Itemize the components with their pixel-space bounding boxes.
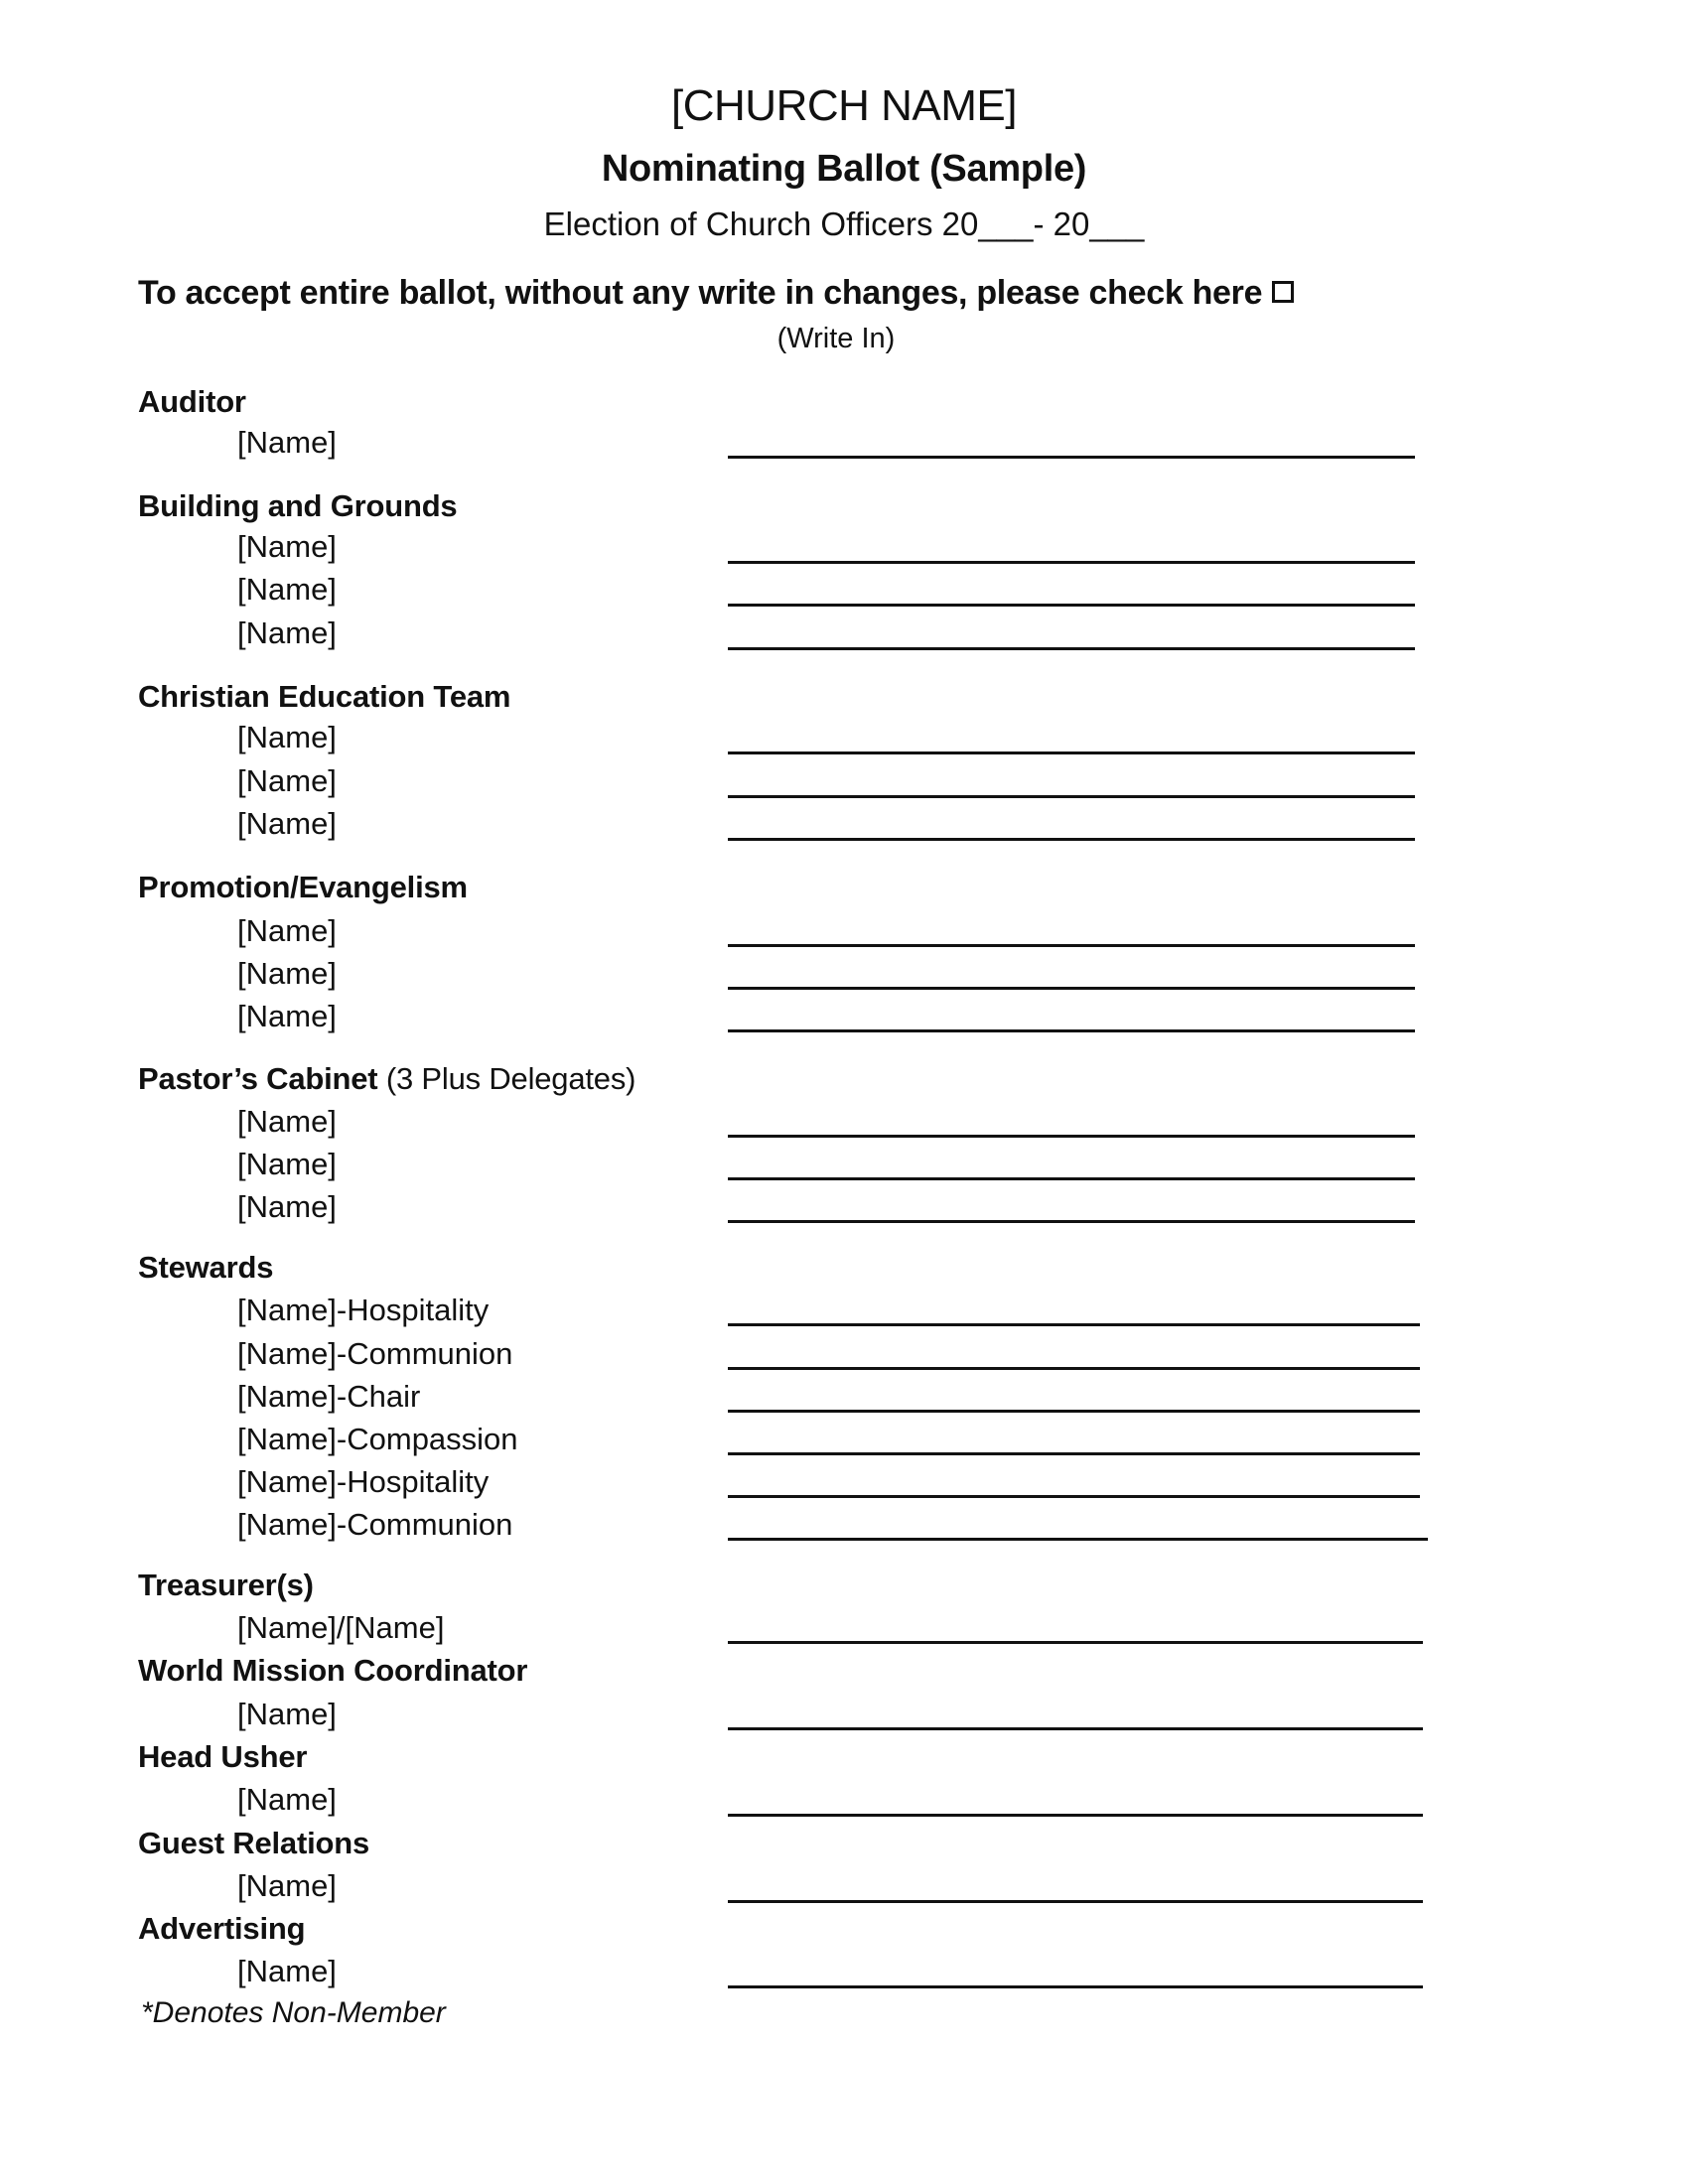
- write-in-line[interactable]: [728, 795, 1415, 798]
- nominee-name: [Name]-Compassion: [237, 1422, 518, 1456]
- write-in-line[interactable]: [728, 1495, 1420, 1498]
- write-in-line[interactable]: [728, 561, 1415, 564]
- nominee-name: [Name]: [237, 572, 337, 607]
- ballot-title: Nominating Ballot (Sample): [601, 148, 1087, 190]
- write-in-line[interactable]: [728, 987, 1415, 990]
- write-in-line[interactable]: [728, 1135, 1415, 1138]
- nominee-name: [Name]: [237, 1868, 337, 1903]
- accept-ballot-row: [138, 274, 1294, 313]
- write-in-line[interactable]: [728, 1641, 1423, 1644]
- nominee-name: [Name]: [237, 1697, 337, 1731]
- nominee-name: [Name]: [237, 1189, 337, 1224]
- election-line: Election of Church Officers 20___- 20___: [543, 205, 1145, 242]
- church-name-title: [CHURCH NAME]: [671, 81, 1017, 130]
- nominee-name: [Name]: [237, 913, 337, 948]
- write-in-line[interactable]: [728, 647, 1415, 650]
- write-in-header: (Write In): [776, 323, 896, 354]
- section-title-treasurers: Treasurer(s): [138, 1568, 314, 1602]
- accept-ballot-checkbox[interactable]: [1272, 281, 1294, 303]
- write-in-line[interactable]: [728, 1367, 1420, 1370]
- section-title-christian-education: Christian Education Team: [138, 679, 511, 714]
- nominee-name: [Name]: [237, 806, 337, 841]
- nominee-name: [Name]: [237, 615, 337, 650]
- nominee-name: [Name]: [237, 1147, 337, 1181]
- section-title-guest-relations: Guest Relations: [138, 1826, 369, 1860]
- write-in-line[interactable]: [728, 1727, 1423, 1730]
- section-title-text: Pastor’s Cabinet: [138, 1061, 378, 1096]
- nominee-name: [Name]: [237, 956, 337, 991]
- nominee-name: [Name]: [237, 425, 337, 460]
- write-in-line[interactable]: [728, 751, 1415, 754]
- write-in-line[interactable]: [728, 838, 1415, 841]
- section-title-head-usher: Head Usher: [138, 1739, 308, 1774]
- write-in-line[interactable]: [728, 604, 1415, 607]
- section-title-advertising: Advertising: [138, 1911, 306, 1946]
- write-in-line[interactable]: [728, 1452, 1420, 1455]
- write-in-line[interactable]: [728, 1410, 1420, 1413]
- accept-ballot-label: To accept entire ballot, without any write in changes, please check here: [138, 274, 1263, 312]
- write-in-line[interactable]: [728, 1323, 1420, 1326]
- nominee-name: [Name]-Hospitality: [237, 1464, 490, 1499]
- nominee-name: [Name]-Communion: [237, 1336, 513, 1371]
- section-title-building-grounds: Building and Grounds: [138, 488, 458, 523]
- nominee-name: [Name]: [237, 1104, 337, 1139]
- nominee-name: [Name]: [237, 1782, 337, 1817]
- nominee-name: [Name]: [237, 763, 337, 798]
- section-title-promotion-evangelism: Promotion/Evangelism: [138, 870, 468, 904]
- nominee-name: [Name]: [237, 999, 337, 1033]
- write-in-line[interactable]: [728, 1538, 1428, 1541]
- write-in-line[interactable]: [728, 1177, 1415, 1180]
- nominee-name: [Name]: [237, 529, 337, 564]
- section-note: (3 Plus Delegates): [385, 1061, 636, 1096]
- write-in-line[interactable]: [728, 1985, 1423, 1988]
- nominee-name: [Name]: [237, 1954, 337, 1988]
- nominee-name: [Name]: [237, 720, 337, 754]
- section-title-pastors-cabinet: [138, 1061, 635, 1097]
- write-in-line[interactable]: [728, 1900, 1423, 1903]
- write-in-line[interactable]: [728, 456, 1415, 459]
- write-in-line[interactable]: [728, 1220, 1415, 1223]
- nominee-name: [Name]-Communion: [237, 1507, 513, 1542]
- section-title-world-mission: World Mission Coordinator: [138, 1653, 528, 1688]
- write-in-line[interactable]: [728, 1029, 1415, 1032]
- nominee-name: [Name]-Chair: [237, 1379, 421, 1414]
- nominee-name: [Name]/[Name]: [237, 1610, 445, 1645]
- section-title-auditor: Auditor: [138, 384, 246, 419]
- write-in-line[interactable]: [728, 1814, 1423, 1817]
- non-member-footnote: *Denotes Non-Member: [141, 1996, 446, 2029]
- nominee-name: [Name]-Hospitality: [237, 1293, 490, 1327]
- section-title-stewards: Stewards: [138, 1250, 274, 1285]
- write-in-line[interactable]: [728, 944, 1415, 947]
